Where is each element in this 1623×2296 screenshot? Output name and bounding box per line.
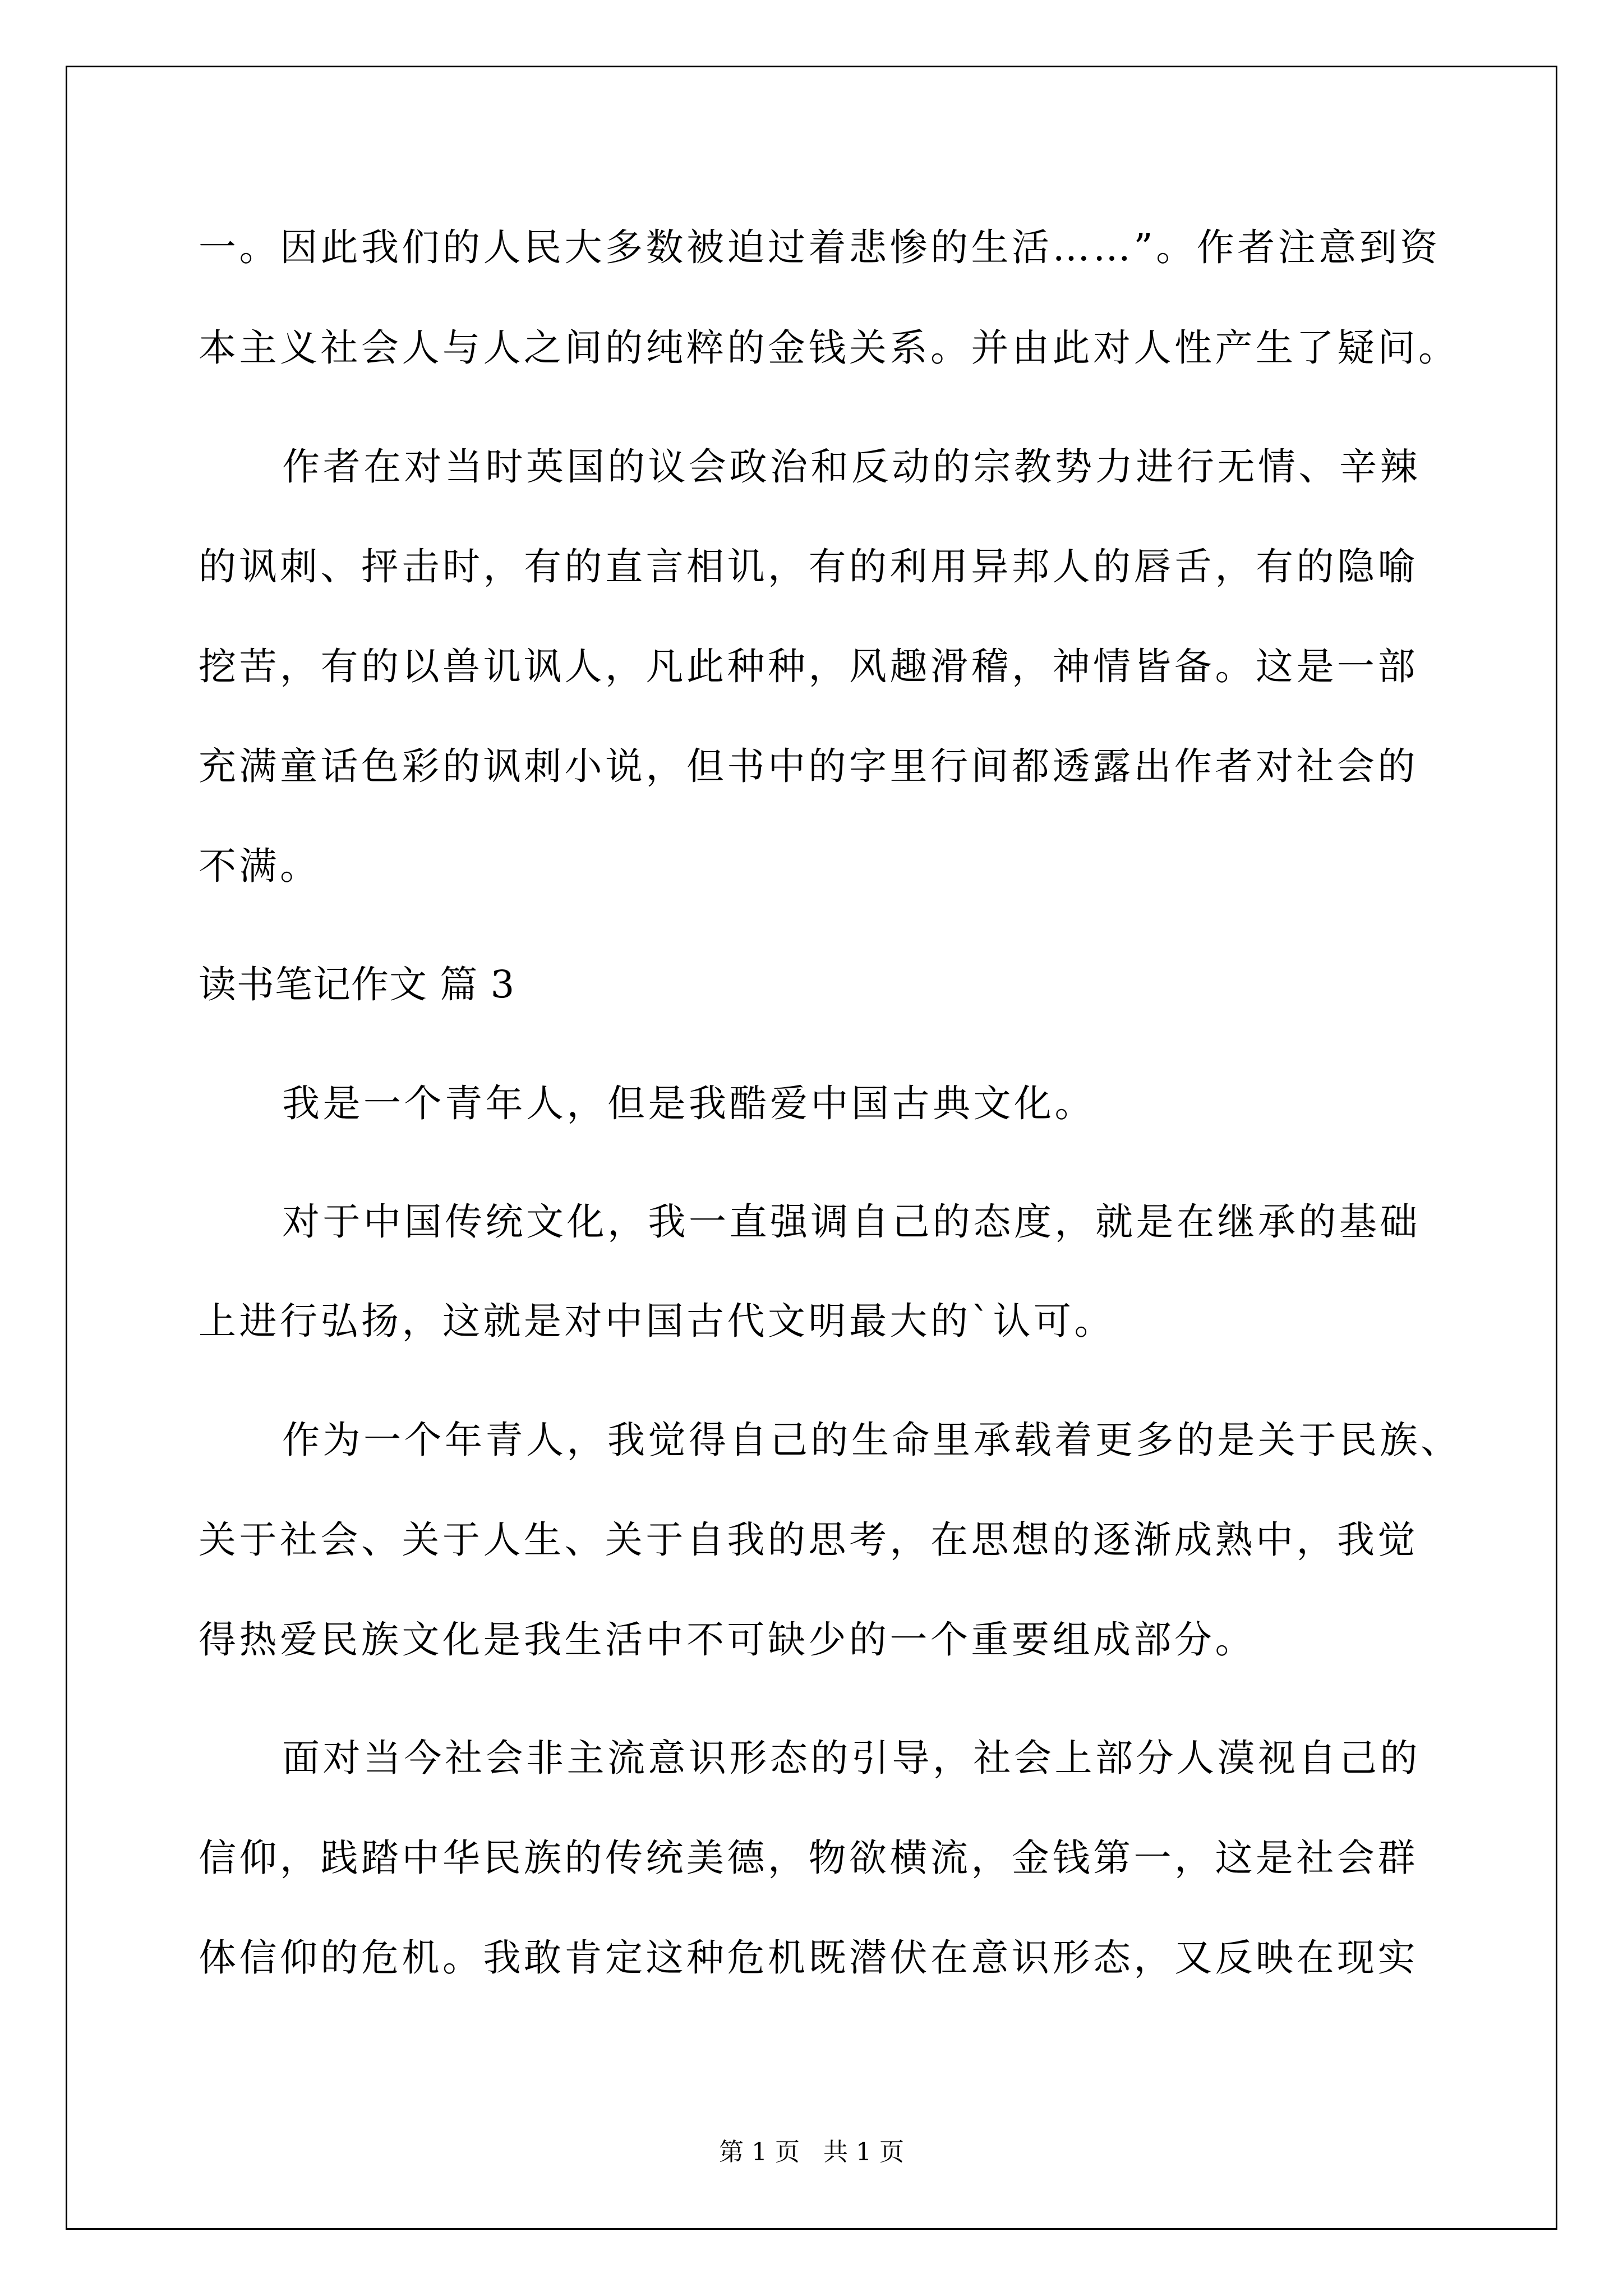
text-line: 作者在对当时英国的议会政治和反动的宗教势力进行无情、辛辣 bbox=[282, 445, 1421, 489]
text-line: 本主义社会人与人之间的纯粹的金钱关系。并由此对人性产生了疑问。 bbox=[199, 326, 1459, 370]
text-line: 我是一个青年人，但是我酷爱中国古典文化。 bbox=[282, 1082, 1095, 1125]
text-line: 关于社会、关于人生、关于自我的思考，在思想的逐渐成熟中，我觉 bbox=[199, 1518, 1418, 1562]
text-line: 一。因此我们的人民大多数被迫过着悲惨的生活……”。作者注意到资 bbox=[199, 226, 1441, 269]
section-heading: 读书笔记作文 篇 3 bbox=[199, 963, 515, 1006]
text-line: 充满童话色彩的讽刺小说，但书中的字里行间都透露出作者对社会的 bbox=[199, 744, 1418, 788]
text-line: 挖苦，有的以兽讥讽人，凡此种种，风趣滑稽，神情皆备。这是一部 bbox=[199, 645, 1418, 688]
page-number-footer: 第 1 页 共 1 页 bbox=[719, 2138, 904, 2166]
text-line: 上进行弘扬，这就是对中国古代文明最大的`认可。 bbox=[199, 1299, 1115, 1343]
text-line: 面对当今社会非主流意识形态的引导，社会上部分人漠视自己的 bbox=[282, 1736, 1421, 1780]
text-line: 作为一个年青人，我觉得自己的生命里承载着更多的是关于民族、 bbox=[282, 1418, 1461, 1462]
text-line: 不满。 bbox=[199, 844, 321, 888]
text-line: 信仰，践踏中华民族的传统美德，物欲横流，金钱第一，这是社会群 bbox=[199, 1836, 1418, 1880]
text-line: 得热爱民族文化是我生活中不可缺少的一个重要组成部分。 bbox=[199, 1618, 1256, 1662]
text-line: 体信仰的危机。我敢肯定这种危机既潜伏在意识形态，又反映在现实 bbox=[199, 1936, 1418, 1980]
text-line: 的讽刺、抨击时，有的直言相讥，有的利用异邦人的唇舌，有的隐喻 bbox=[199, 545, 1418, 588]
text-line: 对于中国传统文化，我一直强调自己的态度，就是在继承的基础 bbox=[282, 1200, 1421, 1244]
page-border bbox=[66, 66, 1557, 2230]
